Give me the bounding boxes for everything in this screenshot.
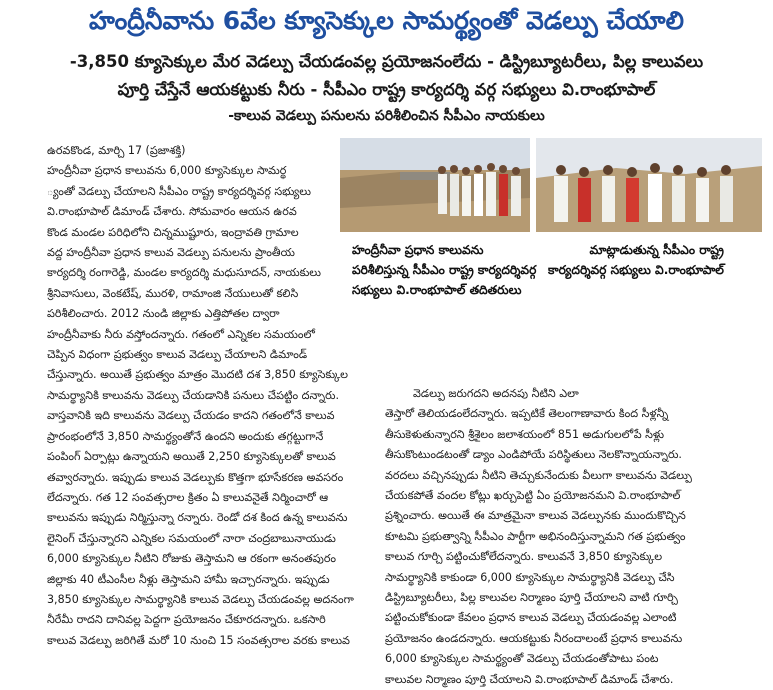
body-line: 6,000 క్యూసెక్కుల నీటిని రోజుకు తెస్తామని ఆ రకంగా అనంతపురం [47,552,337,566]
caption-line: సభ్యులు వి.రాంభూపాల్ తదితరులు [352,283,522,297]
caption-line: హంద్రీనీవా ప్రధాన కాలువను [352,243,484,257]
body-line: వెడల్పు జరుగదని అదనపు నీటిని ఎలా [413,387,579,400]
body-line: లైనింగ్ చేస్తున్నారని ఎన్నికల సమయంలో నారా చంద్రబాబునాయుడు [47,531,336,545]
body-line: తవ్వారన్నారు. ఇప్పుడు కాలువ వెడల్పుకు కొత్తగా భూసేకరణ అవసరం [47,470,344,484]
caption-line: కార్యదర్శివర్గ సభ్యులు వి.రాంభూపాల్ [548,263,724,277]
body-line: చేస్తున్నారు. అయితే ప్రభుత్వం మాత్రం మొదటి దశ 3,850 క్యూసెక్కుల [47,368,348,382]
body-line: ప్రయోజనం ఉండదన్నారు. ఆయకట్టుకు నీరందాలంటే ప్రధాన కాలువను [385,631,683,645]
body-line: తీసుకొంటుండటంతో డ్యాం ఎండిపోయే పరిస్థితులు నెలకొన్నాయన్నారు. [385,448,682,462]
body-line: కాలువను ఇప్పుడు నిర్మిస్తున్నా రన్నారు. రెండో దశ కింద ఉన్న కాలువను [47,511,348,525]
body-line: కాలువ గూర్చి పట్టించుకోలేదన్నారు. కాలువనే 3,850 క్యూసెక్కుల [385,550,663,564]
body-line: ప్రశ్నించారు. అయితే ఈ మాత్రమైనా కాలువ వెడల్పునకు ముందుకొచ్చిన [385,509,686,523]
article-left-column [47,141,389,651]
body-line: జిల్లాకు 40 టీఎంసీల నీళ్లు తెస్తామని హామీ ఇచ్చారన్నారు. ఇప్పుడు [47,572,330,586]
body-line: హంద్రీనీవా ప్రధాన కాలువను 6,000 క్యూసెక్కుల సామర్థ [47,164,287,178]
body-line: కార్యదర్శి రంగారెడ్డి, మండల కార్యదర్శి మధుసూదన్, నాయకులు [47,266,321,280]
body-line: కూటమి ప్రభుత్వాన్ని సీపీఎం పార్టీగా అభినందిస్తున్నామని గత ప్రభుత్వం [385,529,686,543]
dateline: ఉరవకొండ, మార్చి 17 (ప్రజాశక్తి) [47,144,186,157]
body-line: పట్టించుకోకుండా కేవలం ప్రధాన కాలువ వెడల్పు చేయడంవల్ల ఎలాంటి [385,611,677,625]
body-line: ్యంతో వెడల్పు చేయాలని సీపీఎం రాష్ట్ర కార్యదర్శివర్గ సభ్యులు [47,184,311,198]
body-line: నీరేమీ రాదని దానివల్ల పెద్దగా ప్రయోజనం చేకూరదన్నారు. ఒకసారి [47,613,326,627]
body-line: శ్రీనివాసులు, వెంకటేష్, మురళి, రామాంజి నేయులుతో కలిసి [47,286,299,300]
body-line: వాస్తవానికి ఇది కాలువను వెడల్పు చేయడం కాదని గతంలోనే కాలువ [47,409,335,423]
body-line: చెప్పిన విధంగా ప్రభుత్వం కాలువ వెడల్పు చేయాలని డిమాండ్ [47,348,308,362]
photo2-caption [548,240,724,280]
body-line: 3,850 క్యూసెక్కుల సామర్థ్యానికి కాలువ వెడల్పు చేయడంవల్ల అదనంగా [47,592,354,606]
body-line: పరిశీలించారు. 2012 నుండి జిల్లాకు ఎత్తిపోతల ద్వారా [47,307,280,321]
body-line: ప్రారంభంలోనే 3,850 సామర్థ్యంతోనే ఉందని అందుకు తగ్గట్టుగానే [47,429,324,443]
body-line: చేయకపోతే వందల కోట్లు ఖర్చుపెట్టి ఏం ప్రయోజనమని వి.రాంభూపాల్ [385,489,681,503]
caption-line: మాట్లాడుతున్న సీపీఎం రాష్ట్ర [589,243,724,257]
body-line: వరదలు వచ్చినప్పుడు నీటిని తెచ్చుకునేందుకు వీలుగా కాలువను వెడల్పు [385,468,692,482]
caption-line: పరిశీలిస్తున్న సీపీఎం రాష్ట్ర కార్యదర్శివర్గ [352,263,537,277]
headline: హంద్రీనీవాను 6వేల క్యూసెక్కుల సామర్థ్యంతో వెడల్పు చేయాలి [89,6,684,35]
body-line: హంద్రీనీవాకు నీరు వస్తోందన్నారు. గతంలో ఎన్నికల సమయంలో [47,327,315,341]
body-line: లేదన్నారు. గత 12 సంవత్సరాల క్రితం ఏ కాలువనైతే నిర్మించారో ఆ [47,490,329,504]
body-line: సామర్థ్యానికి కాలువను వెడల్పు చేయడానికి పనులు చేపట్టిం దన్నారు. [47,388,340,402]
body-line: సామర్థ్యానికి కాకుండా 6,000 క్యూసెక్కుల సామర్థ్యానికి వెడల్పు చేసి [385,570,675,584]
body-line: డిస్ట్రిబ్యూటరీలు, పిల్ల కాలువల నిర్మాణం పూర్తి చేయాలని వాటి గూర్చి [385,591,678,605]
subheading-3: -కాలువ వెడల్పు పనులను పరిశీలించిన సీపీఎం నాయకులు [228,108,545,124]
subheading-2: పూర్తి చేస్తేనే ఆయకట్టుకు నీరు - సీపీఎం రాష్ట్ర కార్యదర్శి వర్గ సభ్యులు వి.రాంభూపాల్ [117,80,656,99]
subheading-1: -3,850 క్యూసెక్కుల మేర వెడల్పు చేయడంవల్ల ప్రయోజనంలేదు - డిస్ట్రిబ్యూటరీలు, పిల్ల కాలువలు [69,52,704,71]
body-line: వి.రాంభూపాల్ డిమాండ్ చేశారు. సోమవారం ఆయన ఉరవ [47,205,297,219]
body-line: కాలువ వెడల్పు జరిగితే మరో 10 నుంచి 15 సంవత్సరాల వరకు కాలువ [47,633,350,647]
article-right-column [385,384,759,690]
body-line: తెస్తారో తెలియడంలేదన్నారు. ఇప్పటికే తెలంగాణావారు కింద సీళ్లన్నీ [385,407,669,421]
photo-leader-speaking [536,138,762,232]
body-line: కాలువల నిర్మాణం పూర్తి చేయాలని వి.రాంభూపాల్ డిమాండ్ చేశారు. [385,672,674,686]
body-line: పంపింగ్ ఏర్పాట్లు ఉన్నాయని అయితే 2,250 క్యూసెక్కులతో కాలువ [47,450,336,464]
body-line: 6,000 క్యూసెక్కుల సామర్థ్యంతో వెడల్పు చేయడంతోపాటు పంట [385,652,659,666]
body-line: వద్ద హంద్రీనీవా ప్రధాన కాలువ వెడల్పు పనులను ప్రాంతీయ [47,246,295,260]
body-line: కొండ మండల పరిధిలోని చిన్నముష్టూరు, ఇంద్రావతి గ్రామాల [47,225,299,239]
body-line: తీసుకెళుతున్నారని శ్రీశైలం జలాశయంలో 851 అడుగులలోపే సీళ్లు [385,427,664,441]
